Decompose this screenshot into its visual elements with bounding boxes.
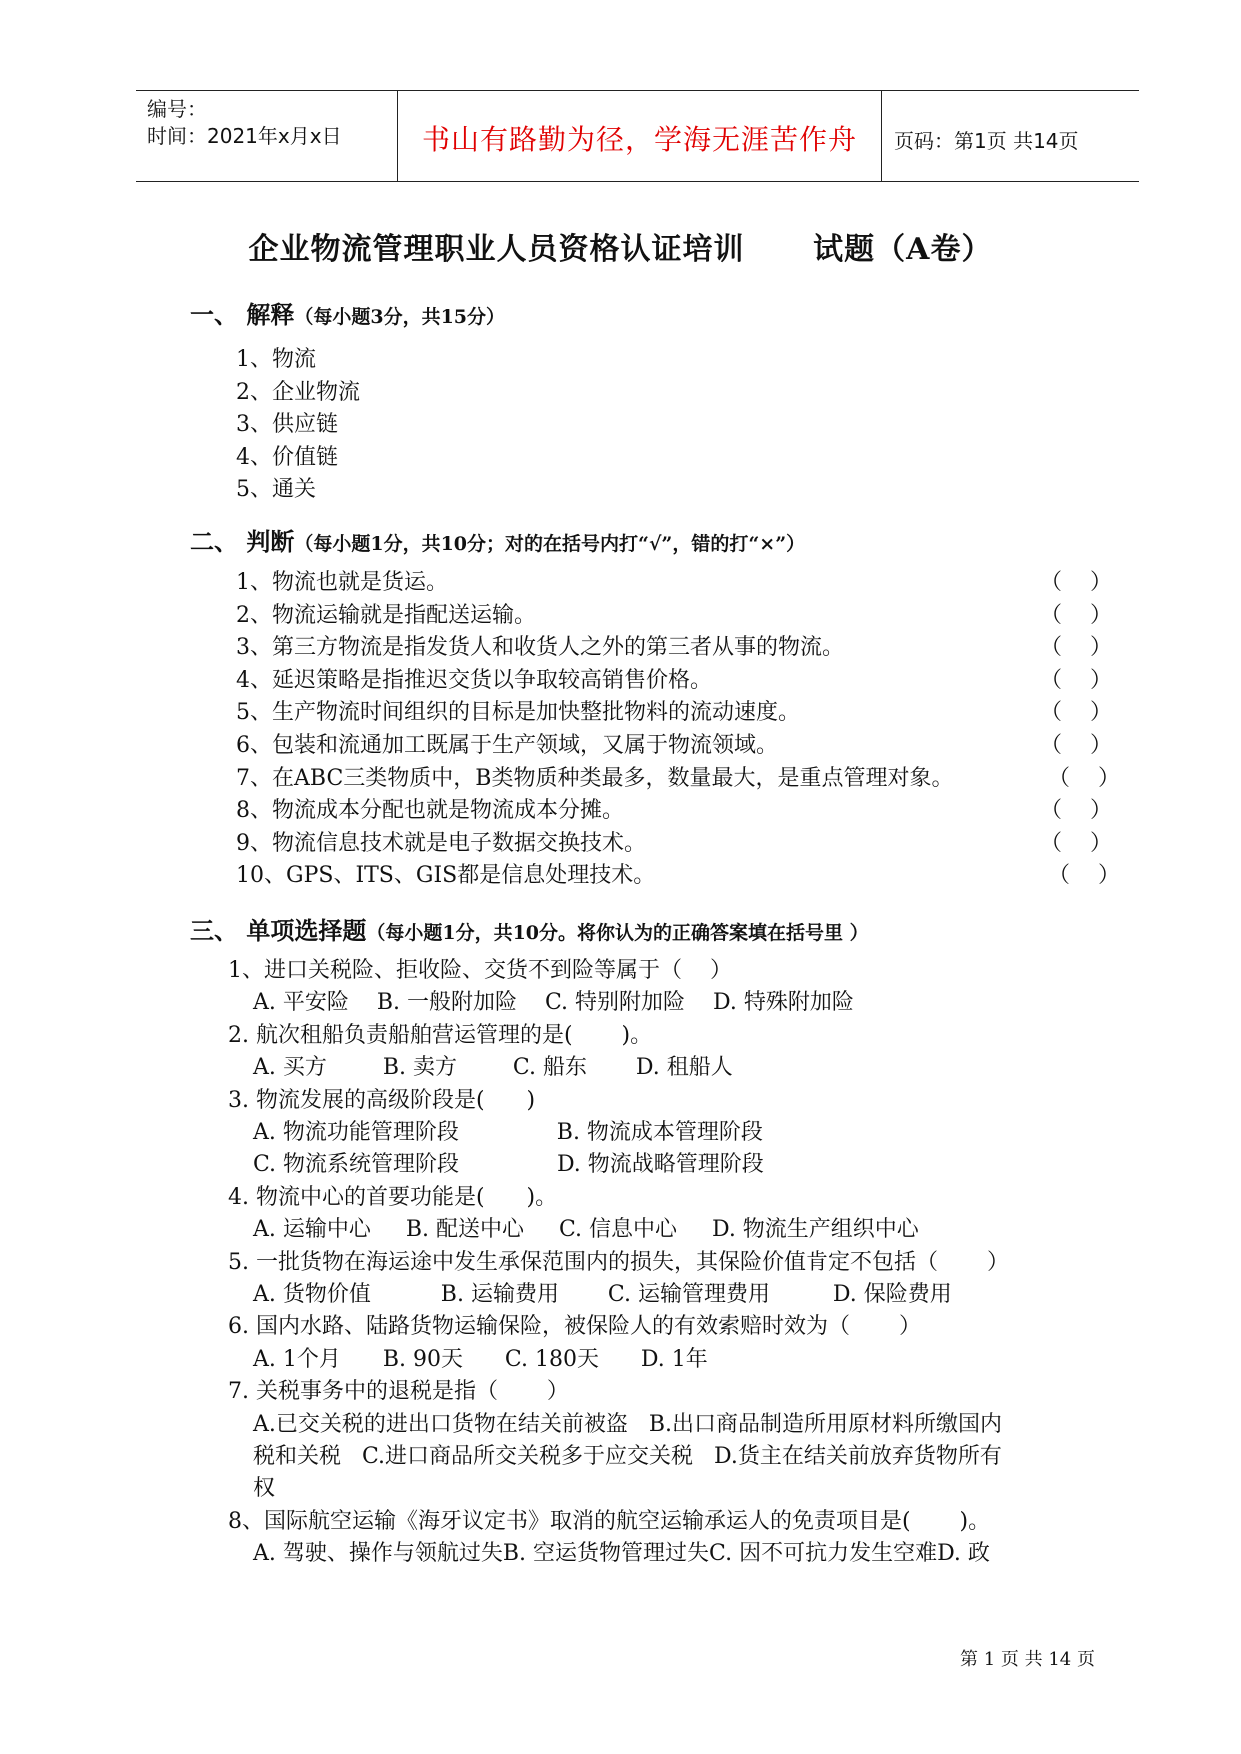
choice-options: A. 货物价值 B. 运输费用 C. 运输管理费用 D. 保险费用 <box>253 1282 952 1307</box>
header-divider-right <box>881 90 882 182</box>
choice-question: 8、国际航空运输《海牙议定书》取消的航空运输承运人的免责项目是( )。 <box>228 1508 991 1534</box>
answer-paren[interactable]: （ ） <box>1040 667 1112 693</box>
choice-question: 7. 关税事务中的退税是指（ ） <box>228 1379 569 1405</box>
choice-question: 5. 一批货物在海运途中发生承保范围内的损失，其保险价值肯定不包括（ ） <box>228 1249 1009 1275</box>
answer-paren[interactable]: （ ） <box>1040 602 1112 628</box>
choice-options: A. 运输中心 B. 配送中心 C. 信息中心 D. 物流生产组织中心 <box>253 1217 919 1243</box>
header-number-label: 编号： <box>147 97 207 121</box>
section-3-heading <box>190 911 869 946</box>
judgement-item: 9、物流信息技术就是电子数据交换技术。 <box>236 830 646 856</box>
judgement-item: 5、生产物流时间组织的目标是加快整批物料的流动速度。 <box>236 700 800 726</box>
choice-options: A. 驾驶、操作与领航过失B. 空运货物管理过失C. 因不可抗力发生空难D. 政 <box>253 1541 990 1567</box>
section-3-title: 三、 单项选择题 <box>190 916 367 945</box>
judgement-item: 10、GPS、ITS、GIS都是信息处理技术。 <box>236 863 656 889</box>
choice-options: 税和关税 C.进口商品所交关税多于应交关税 D.货主在结关前放弃货物所有 <box>253 1444 1002 1469</box>
choice-options: C. 物流系统管理阶段 D. 物流战略管理阶段 <box>253 1152 764 1178</box>
section-3-note: （每小题1分，共10分。将你认为的正确答案填在括号里 ） <box>366 922 869 944</box>
document-title: 企业物流管理职业人员资格认证培训 试题（A卷） <box>248 232 993 267</box>
section-1-item: 3、供应链 <box>236 412 338 437</box>
judgement-item: 7、在ABC三类物质中，B类物质种类最多，数量最大，是重点管理对象。 <box>236 765 954 791</box>
choice-question: 4. 物流中心的首要功能是( )。 <box>228 1184 558 1210</box>
header-time-label: 时间：2021年x月x日 <box>147 124 342 148</box>
judgement-item: 2、物流运输就是指配送运输。 <box>236 602 536 628</box>
header-bottom-rule <box>136 181 1139 182</box>
answer-paren[interactable]: （ ） <box>1048 863 1120 889</box>
section-1-item: 5、通关 <box>236 477 316 502</box>
page-footer: 第 1 页 共 14 页 <box>960 1649 1095 1670</box>
section-1-note: （每小题3分，共15分） <box>294 306 506 328</box>
section-1-title: 一、 解释 <box>190 300 295 329</box>
choice-options: A. 物流功能管理阶段 B. 物流成本管理阶段 <box>253 1120 763 1145</box>
header-motto: 书山有路勤为径，学海无涯苦作舟 <box>422 123 858 156</box>
header-top-rule <box>136 90 1139 91</box>
choice-options: A. 1个月 B. 90天 C. 180天 D. 1年 <box>253 1346 708 1372</box>
choice-options: 权 <box>253 1476 276 1502</box>
choice-question: 2. 航次租船负责船舶营运管理的是( )。 <box>228 1022 653 1048</box>
choice-options: A. 平安险 B. 一般附加险 C. 特别附加险 D. 特殊附加险 <box>253 990 854 1016</box>
answer-paren[interactable]: （ ） <box>1040 635 1112 661</box>
header-divider-left <box>397 90 398 182</box>
answer-paren[interactable]: （ ） <box>1040 830 1112 856</box>
judgement-item: 1、物流也就是货运。 <box>236 570 448 595</box>
section-2-title: 二、 判断 <box>190 527 295 556</box>
section-2-note: （每小题1分，共10分；对的在括号内打“√”，错的打“×”） <box>294 533 806 555</box>
choice-question: 6. 国内水路、陆路货物运输保险，被保险人的有效索赔时效为（ ） <box>228 1314 921 1340</box>
choice-options: A.已交关税的进出口货物在结关前被盗 B.出口商品制造所用原材料所缴国内 <box>253 1411 1003 1437</box>
judgement-item: 4、延迟策略是指推迟交货以争取较高销售价格。 <box>236 667 712 693</box>
judgement-item: 6、包装和流通加工既属于生产领域，又属于物流领域。 <box>236 733 778 758</box>
choice-question: 3. 物流发展的高级阶段是( ) <box>228 1087 536 1113</box>
choice-question: 1、进口关税险、拒收险、交货不到险等属于（ ） <box>228 958 732 983</box>
choice-options: A. 买方 B. 卖方 C. 船东 D. 租船人 <box>253 1055 733 1081</box>
answer-paren[interactable]: （ ） <box>1040 570 1112 595</box>
judgement-item: 3、第三方物流是指发货人和收货人之外的第三者从事的物流。 <box>236 635 844 661</box>
answer-paren[interactable]: （ ） <box>1040 798 1112 824</box>
section-1-item: 4、价值链 <box>236 444 338 470</box>
header-page-label: 页码：第1页 共14页 <box>894 129 1079 153</box>
judgement-item: 8、物流成本分配也就是物流成本分摊。 <box>236 798 624 824</box>
answer-paren[interactable]: （ ） <box>1040 700 1112 726</box>
section-2-heading <box>190 522 805 557</box>
section-1-heading <box>190 295 505 330</box>
section-1-item: 2、企业物流 <box>236 379 360 405</box>
answer-paren[interactable]: （ ） <box>1040 733 1112 758</box>
section-1-item: 1、物流 <box>236 347 316 372</box>
answer-paren[interactable]: （ ） <box>1048 765 1120 791</box>
